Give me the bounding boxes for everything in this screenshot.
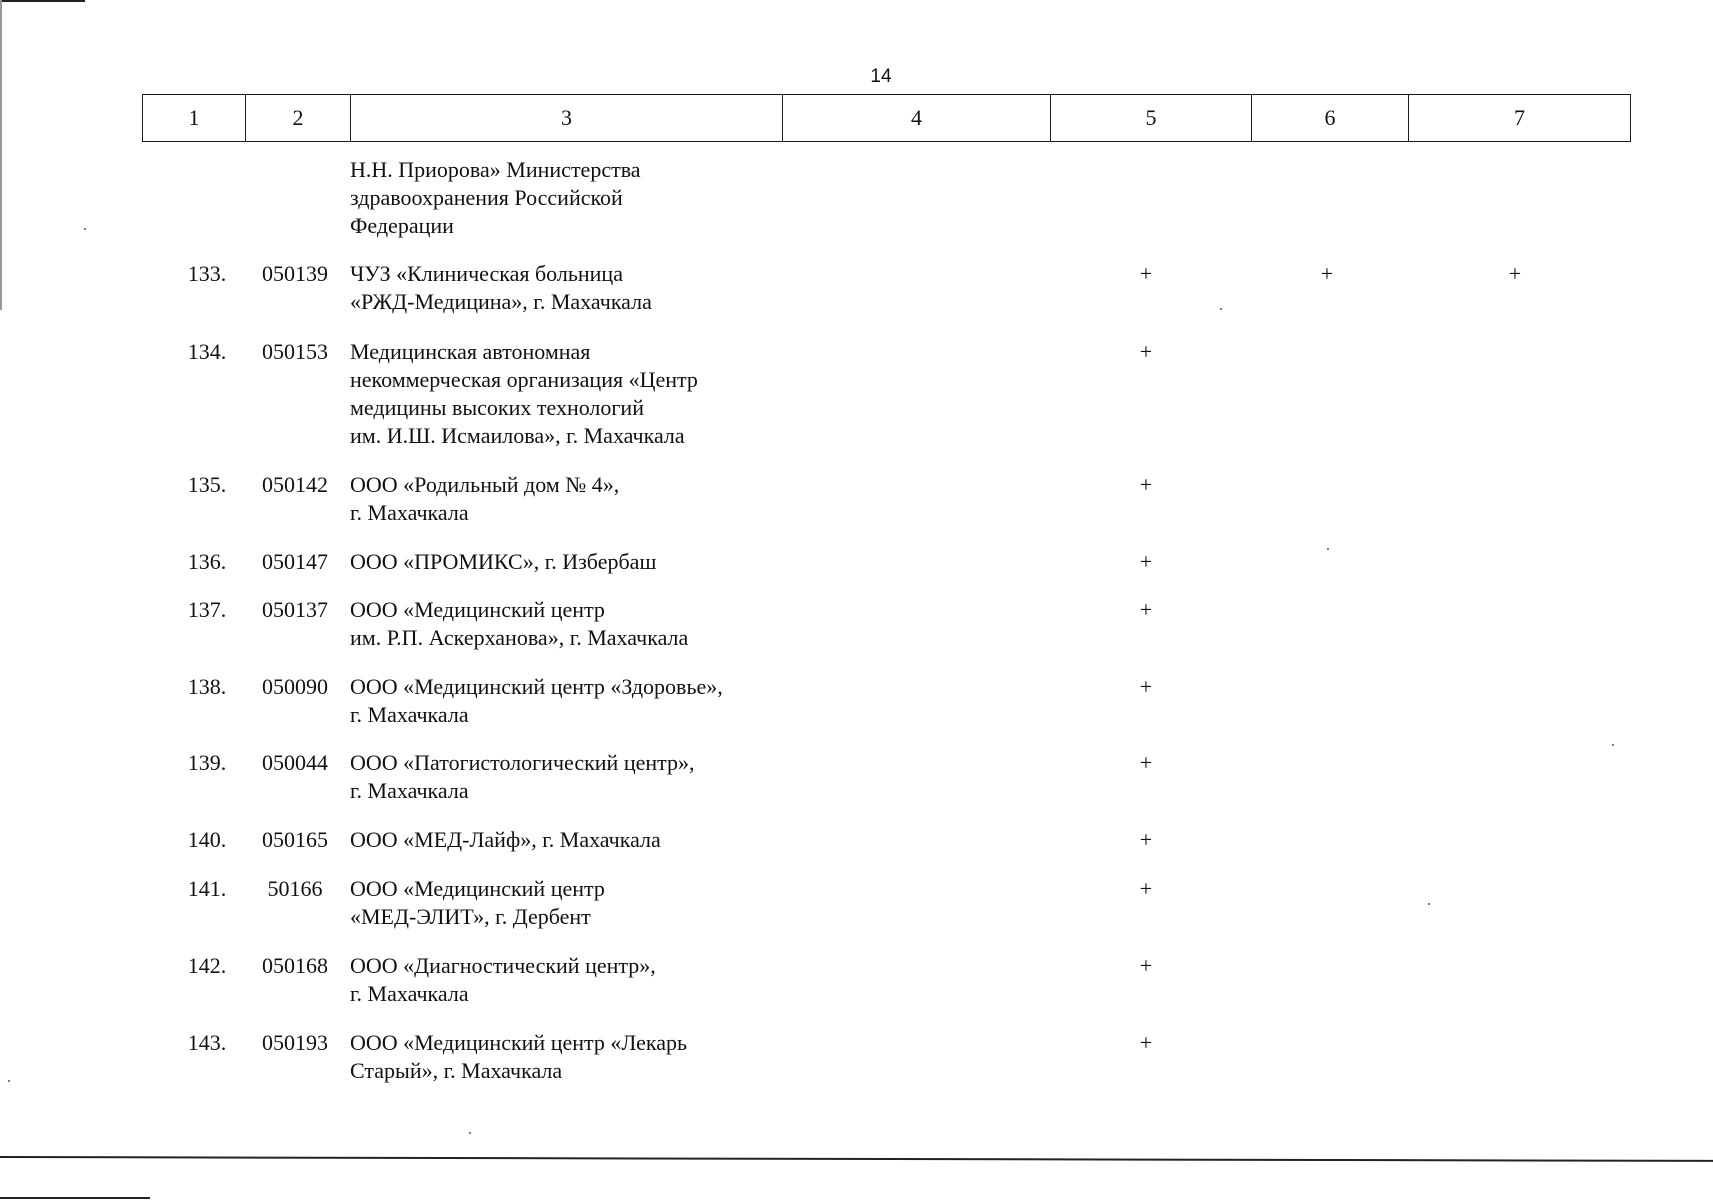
row-number: 136. xyxy=(187,549,227,574)
row-mark-col5: + xyxy=(1139,827,1153,852)
scan-speck xyxy=(1220,308,1222,310)
row-organization-name: ЧУЗ «Клиническая больница «РЖД-Медицина», г. Махачкала xyxy=(350,261,652,314)
scan-speck xyxy=(1327,548,1329,550)
page-number: 14 xyxy=(870,66,892,87)
scan-speck xyxy=(1612,744,1614,746)
scan-edge-line-bottom xyxy=(0,1156,1713,1161)
row-organization-name: ООО «Медицинский центр «Здоровье», г. Махачкала xyxy=(350,674,723,727)
row-number: 138. xyxy=(187,674,227,699)
row-organization-name: ООО «Медицинский центр «Лекарь Старый», г. Махачкала xyxy=(350,1030,688,1083)
row-code: 050137 xyxy=(262,597,328,622)
row-number: 137. xyxy=(187,597,227,622)
column-header-3: 3 xyxy=(351,95,783,142)
row-number: 143. xyxy=(187,1030,227,1055)
row-mark-col5: + xyxy=(1139,472,1153,497)
scan-speck xyxy=(1428,903,1430,905)
column-header-2: 2 xyxy=(246,95,351,142)
row-mark-col5: + xyxy=(1139,597,1153,622)
row-mark-col5: + xyxy=(1139,549,1153,574)
row-mark-col5: + xyxy=(1139,261,1153,286)
row-organization-name: ООО «Диагностический центр», г. Махачкала xyxy=(350,953,656,1006)
scan-edge-line-left xyxy=(0,0,2,310)
row-code: 050090 xyxy=(262,674,328,699)
row-mark-col5: + xyxy=(1139,339,1153,364)
scan-speck xyxy=(84,228,86,230)
column-header-7: 7 xyxy=(1409,95,1631,142)
row-number: 142. xyxy=(187,953,227,978)
row-number: 135. xyxy=(187,472,227,497)
column-header-1: 1 xyxy=(143,95,246,142)
row-mark-col5: + xyxy=(1139,876,1153,901)
row-code: 50166 xyxy=(267,876,323,901)
row-code: 050139 xyxy=(262,261,328,286)
column-header-row xyxy=(143,95,1631,142)
scan-speck xyxy=(469,1132,471,1134)
row-mark-col5: + xyxy=(1139,953,1153,978)
scan-edge-line-footer xyxy=(0,1197,150,1199)
row-mark-col5: + xyxy=(1139,750,1153,775)
row-code: 050044 xyxy=(262,750,328,775)
row-mark-col6: + xyxy=(1320,261,1334,286)
column-header-table xyxy=(142,94,1631,142)
row-code: 050165 xyxy=(262,827,328,852)
row-code: 050168 xyxy=(262,953,328,978)
scan-edge-line-top xyxy=(0,0,85,2)
column-header-4: 4 xyxy=(783,95,1051,142)
scan-speck xyxy=(8,1080,10,1082)
row-mark-col5: + xyxy=(1139,674,1153,699)
column-header-6: 6 xyxy=(1252,95,1409,142)
row-code: 050153 xyxy=(262,339,328,364)
row-number: 133. xyxy=(187,261,227,286)
row-number: 140. xyxy=(187,827,227,852)
row-code: 050147 xyxy=(262,549,328,574)
row-organization-name: ООО «Медицинский центр «МЕД-ЭЛИТ», г. Дербент xyxy=(350,876,605,929)
row-number: 141. xyxy=(187,876,227,901)
row-organization-name: ООО «ПРОМИКС», г. Избербаш xyxy=(350,549,657,574)
row-organization-name: ООО «МЕД-Лайф», г. Махачкала xyxy=(350,827,661,852)
row-organization-name: ООО «Патогистологический центр», г. Махачкала xyxy=(350,750,695,803)
row-organization-name: ООО «Родильный дом № 4», г. Махачкала xyxy=(350,472,620,525)
row-organization-name: Медицинская автономная некоммерческая организация «Центр медицины высоких технологий им. И.Ш. Исмаилова», г. Махачкала xyxy=(350,339,698,448)
row-code: 050142 xyxy=(262,472,328,497)
row-mark-col5: + xyxy=(1139,1030,1153,1055)
row-number: 139. xyxy=(187,750,227,775)
row-number: 134. xyxy=(187,339,227,364)
row-mark-col7: + xyxy=(1508,261,1522,286)
row-code: 050193 xyxy=(262,1030,328,1055)
row-organization-name: Н.Н. Приорова» Министерства здравоохранения Российской Федерации xyxy=(350,157,641,238)
row-organization-name: ООО «Медицинский центр им. Р.П. Аскерханова», г. Махачкала xyxy=(350,597,689,650)
column-header-5: 5 xyxy=(1051,95,1252,142)
